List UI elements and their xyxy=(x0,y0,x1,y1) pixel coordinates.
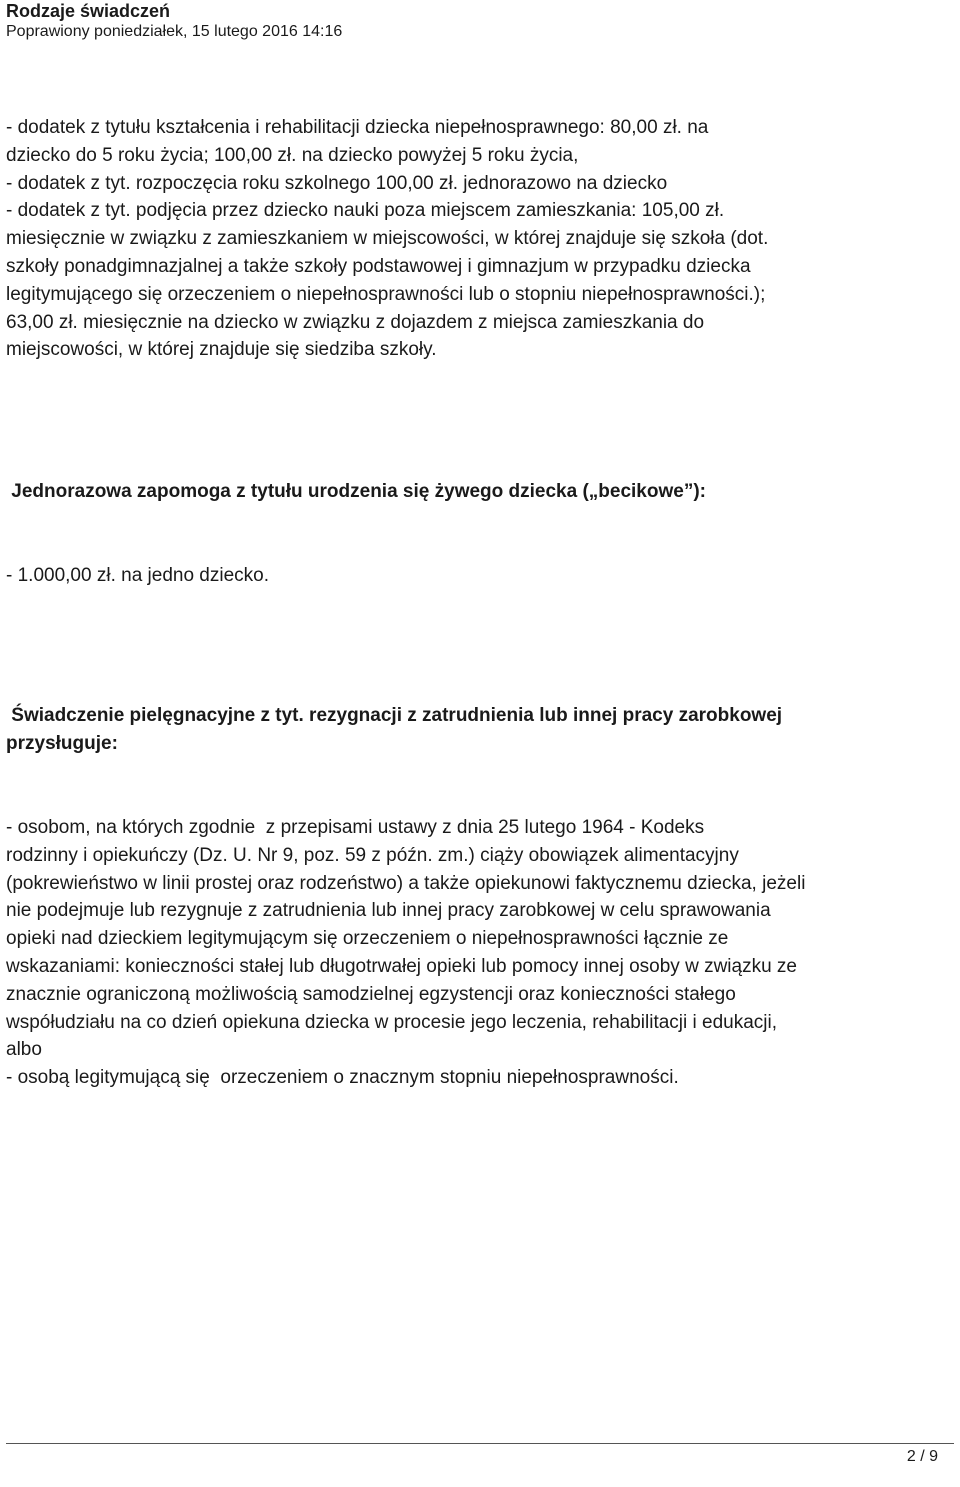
text-line: wskazaniami: konieczności stałej lub długotrwałej opieki lub pomocy innej osoby w związku ze xyxy=(6,955,797,977)
page-header xyxy=(6,0,946,42)
section-heading: Jednorazowa zapomoga z tytułu urodzenia się żywego dziecka („becikowe”): xyxy=(6,481,706,502)
text-line: albo xyxy=(6,1039,42,1061)
care-benefit-text xyxy=(6,814,946,1092)
text-line: współudziału na co dzień opiekuna dziecka w procesie jego leczenia, rehabilitacji i edukacji, xyxy=(6,1011,778,1033)
page-number: 2 / 9 xyxy=(906,1448,938,1465)
text-line: opieki nad dzieckiem legitymującym się orzeczeniem o niepełnosprawności łącznie ze xyxy=(6,928,729,950)
document-title: Rodzaje świadczeń xyxy=(6,1,171,21)
becikowe-section xyxy=(6,478,946,506)
text-line: miesięcznie w związku z zamieszkaniem w miejscowości, w której znajduje się szkoła (dot. xyxy=(6,228,769,250)
text-line: - 1.000,00 zł. na jedno dziecko. xyxy=(6,565,270,586)
becikowe-item xyxy=(6,562,946,590)
section-heading: Świadczenie pielęgnacyjne z tyt. rezygnacji z zatrudnienia lub innej pracy zarobkowej xyxy=(6,705,783,726)
text-line: dziecko do 5 roku życia; 100,00 zł. na dziecko powyżej 5 roku życia, xyxy=(6,144,579,166)
text-line: miejscowości, w której znajduje się siedziba szkoły. xyxy=(6,339,437,361)
care-benefit-heading xyxy=(6,702,946,758)
text-line: - dodatek z tytułu kształcenia i rehabilitacji dziecka niepełnosprawnego: 80,00 zł. na xyxy=(6,117,709,138)
text-line: (pokrewieństwo w linii prostej oraz rodzeństwo) a także opiekunowi faktycznemu dziecka, jeżeli xyxy=(6,872,806,894)
text-line: - osobom, na których zgodnie z przepisami ustawy z dnia 25 lutego 1964 - Kodeks xyxy=(6,817,705,838)
text-line: - dodatek z tyt. rozpoczęcia roku szkolnego 100,00 zł. jednorazowo na dziecko xyxy=(6,172,668,194)
text-line: 63,00 zł. miesięcznie na dziecko w związku z dojazdem z miejsca zamieszkania do xyxy=(6,311,705,333)
text-line: nie podejmuje lub rezygnuje z zatrudnienia lub innej pracy zarobkowej w celu sprawowania xyxy=(6,900,771,922)
text-line: znacznie ograniczoną możliwością samodzielnej egzystencji oraz konieczności stałego xyxy=(6,983,736,1005)
text-line: - osobą legitymującą się orzeczeniem o znacznym stopniu niepełnosprawności. xyxy=(6,1067,679,1089)
footer-divider xyxy=(6,1443,954,1444)
text-line: rodzinny i opiekuńczy (Dz. U. Nr 9, poz. 59 z późn. zm.) ciąży obowiązek alimentacyjny xyxy=(6,844,739,866)
allowances-list xyxy=(6,114,946,364)
section-heading: przysługuje: xyxy=(6,732,118,754)
text-line: - dodatek z tyt. podjęcia przez dziecko nauki poza miejscem zamieszkania: 105,00 zł. xyxy=(6,200,725,222)
revision-date: Poprawiony poniedziałek, 15 lutego 2016 14:16 xyxy=(6,23,343,40)
text-line: szkoły ponadgimnazjalnej a także szkoły podstawowej i gimnazjum w przypadku dziecka xyxy=(6,255,751,277)
text-line: legitymującego się orzeczeniem o niepełnosprawności lub o stopniu niepełnosprawności.); xyxy=(6,283,766,305)
